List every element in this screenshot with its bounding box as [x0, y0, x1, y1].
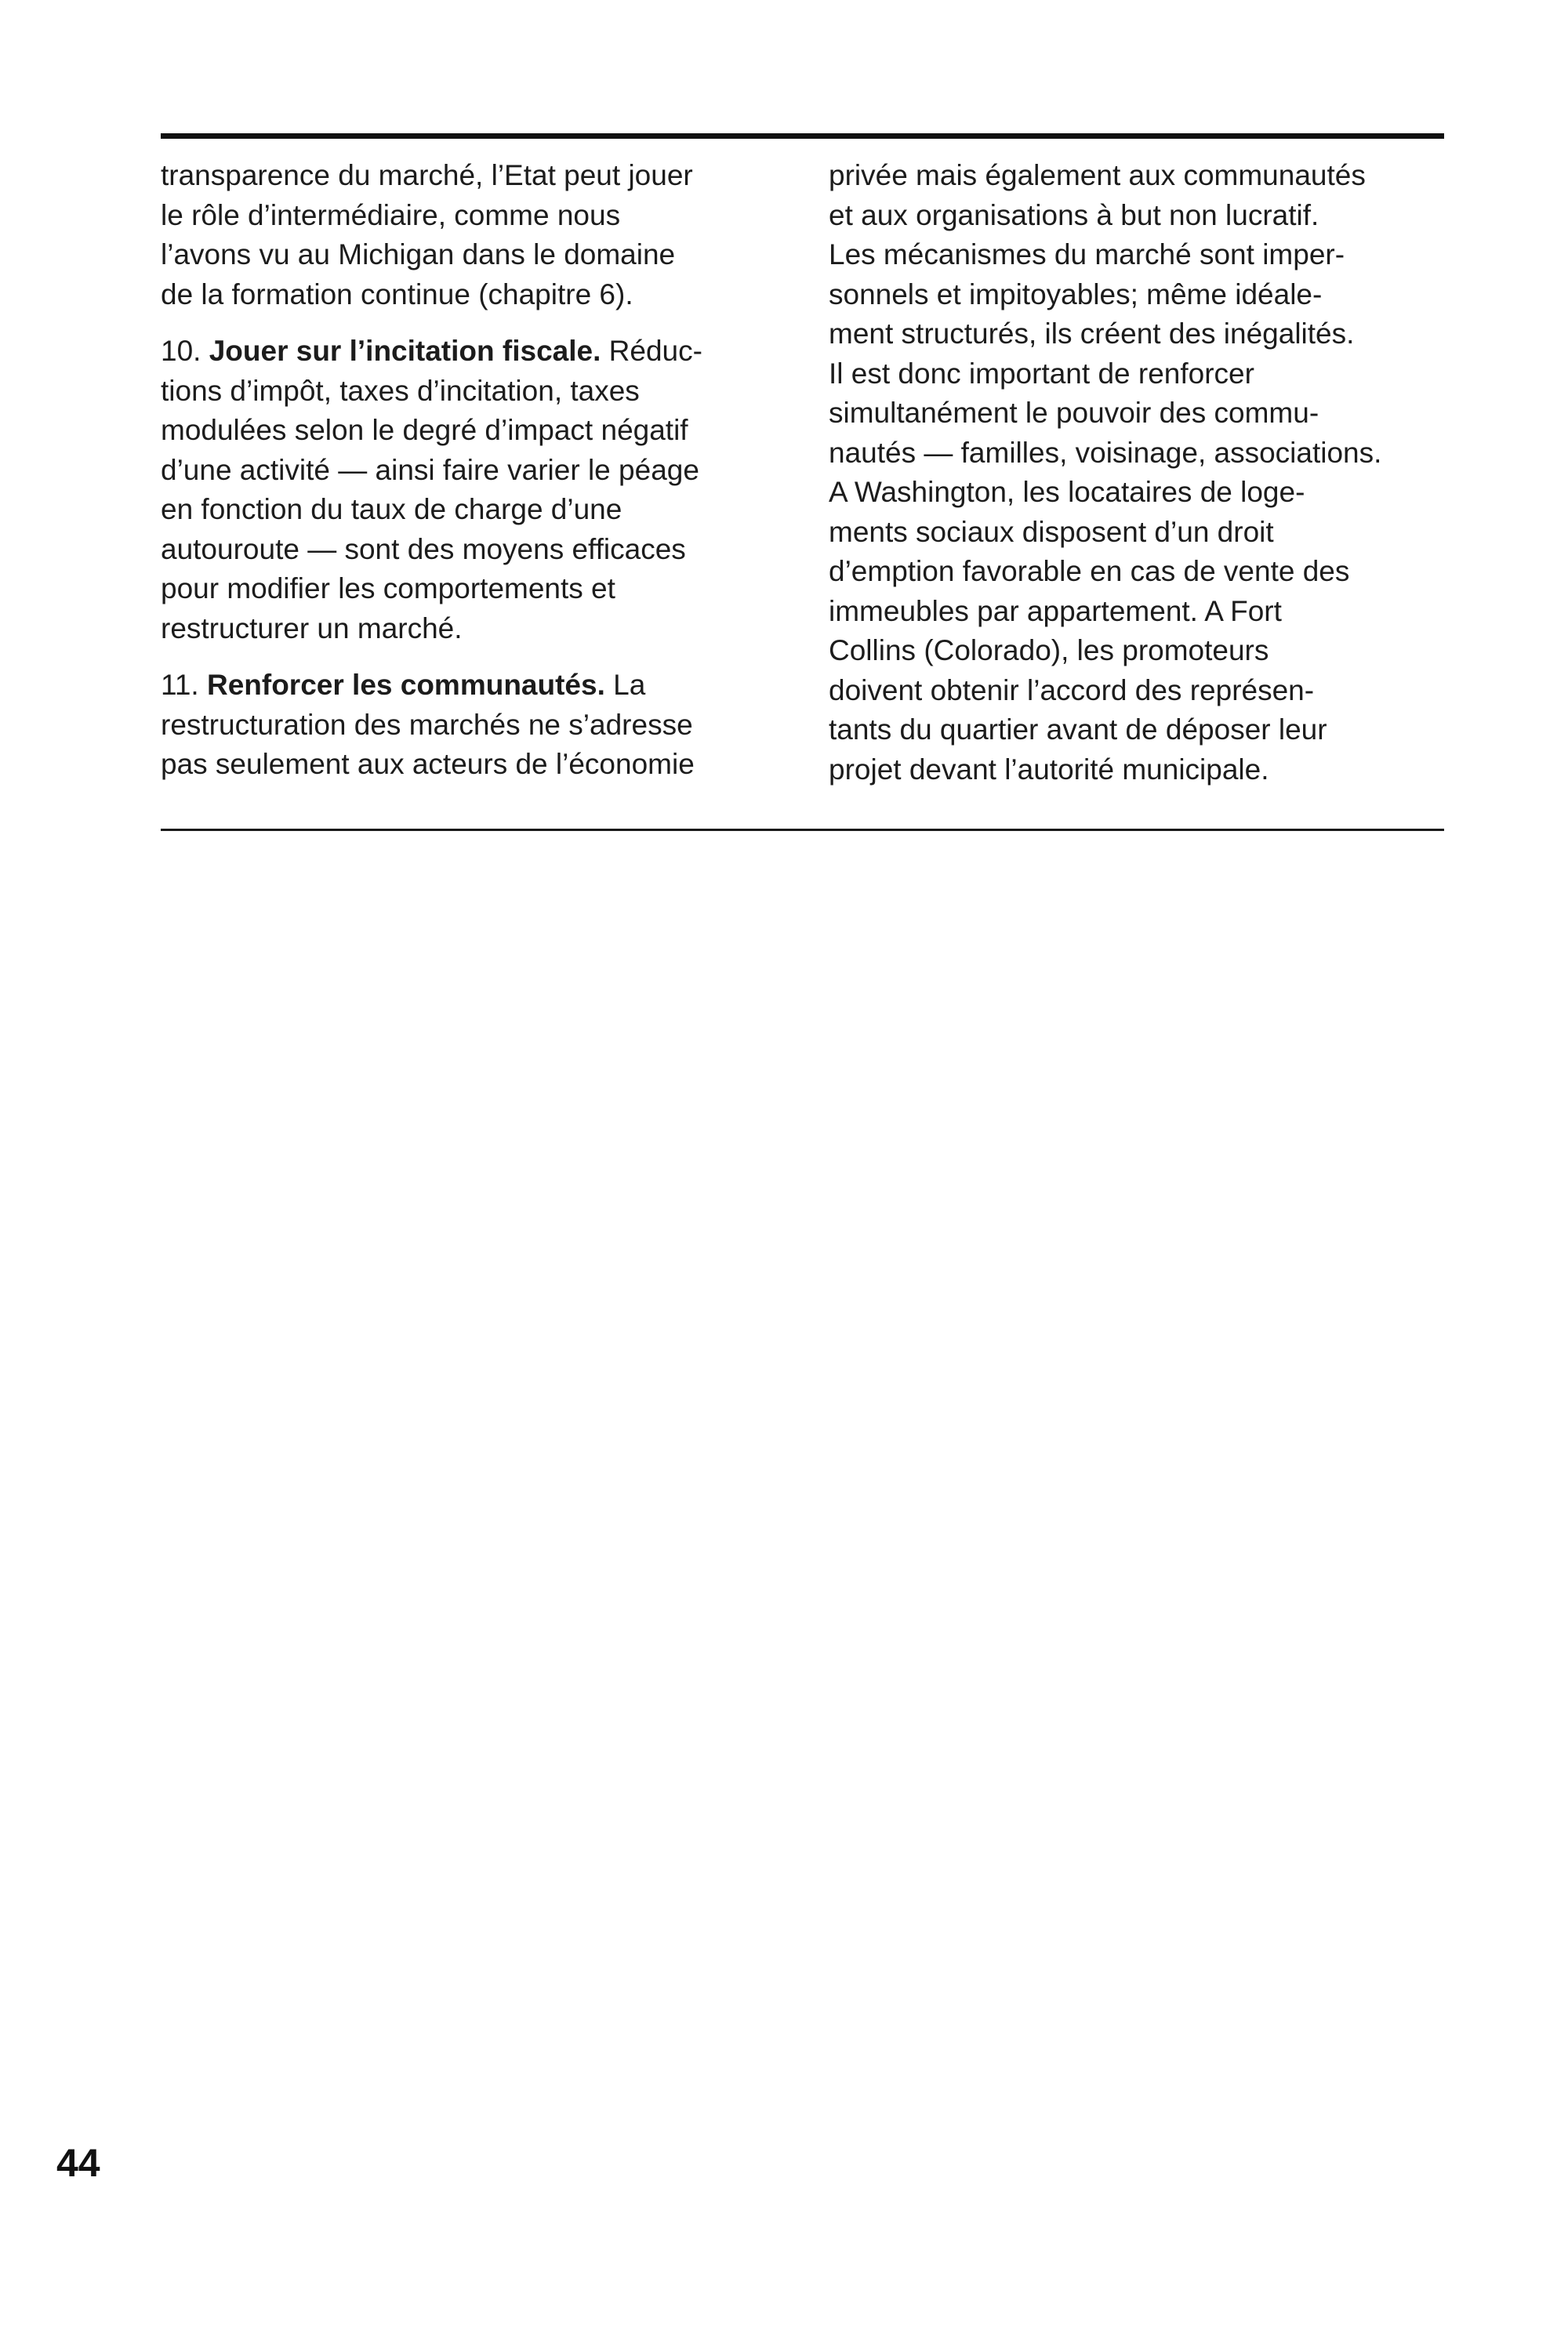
text-line: Collins (Colorado), les promoteurs [829, 634, 1269, 666]
text-line: de la formation continue (chapitre 6). [161, 278, 633, 310]
paragraph-communautes [161, 666, 780, 785]
text-line: tants du quartier avant de déposer leur [829, 713, 1327, 746]
top-rule [161, 133, 1444, 139]
bottom-rule [161, 829, 1444, 831]
text-line [161, 332, 780, 372]
text-line: doivent obtenir l’accord des représen- [829, 673, 1315, 706]
right-column [829, 156, 1448, 807]
text-line: modulées selon le degré d’impact négatif [161, 414, 688, 446]
text-line: pas seulement aux acteurs de l’économie [161, 748, 695, 780]
text-line: d’une activité — ainsi faire varier le péage [161, 453, 699, 486]
text-line: autouroute — sont des moyens efficaces [161, 532, 686, 565]
paragraph-continuation [829, 156, 1448, 789]
text-line: restructuration des marchés ne s’adresse [161, 708, 693, 741]
item-heading: Renforcer les communautés. [206, 669, 605, 701]
item-number: 10. [161, 335, 201, 367]
text-fragment: Réduc- [608, 335, 702, 367]
text-line: Il est donc important de renforcer [829, 357, 1254, 390]
text-line: en fonction du taux de charge d’une [161, 493, 622, 525]
text-line: projet devant l’autorité municipale. [829, 753, 1269, 786]
page-number: 44 [56, 2141, 100, 2185]
item-heading: Jouer sur l’incitation fiscale. [209, 335, 601, 367]
text-line: le rôle d’intermédiaire, comme nous [161, 198, 621, 231]
text-fragment: La [613, 669, 646, 701]
text-line: immeubles par appartement. A Fort [829, 594, 1282, 627]
text-line: sonnels et impitoyables; même idéale- [829, 278, 1323, 310]
text-line: privée mais également aux communautés [829, 159, 1366, 191]
text-line: ment structurés, ils créent des inégalités. [829, 318, 1355, 350]
text-line: transparence du marché, l’Etat peut jouer [161, 159, 693, 191]
text-line: l’avons vu au Michigan dans le domaine [161, 238, 676, 270]
paragraph-transparence [161, 156, 780, 314]
text-line: A Washington, les locataires de loge- [829, 476, 1305, 508]
text-line: ments sociaux disposent d’un droit [829, 515, 1274, 548]
paragraph-incitation-fiscale [161, 332, 780, 648]
text-line: simultanément le pouvoir des commu- [829, 397, 1319, 429]
text-line [161, 666, 780, 706]
text-line: Les mécanismes du marché sont imper- [829, 238, 1345, 270]
text-line: nautés — familles, voisinage, associations. [829, 436, 1382, 469]
text-line: d’emption favorable en cas de vente des [829, 555, 1350, 587]
text-line: tions d’impôt, taxes d’incitation, taxes [161, 374, 640, 407]
text-line: et aux organisations à but non lucratif. [829, 198, 1319, 231]
left-column [161, 156, 780, 802]
item-number: 11. [161, 669, 199, 701]
text-line: restructurer un marché. [161, 611, 463, 644]
text-line: pour modifier les comportements et [161, 572, 615, 604]
